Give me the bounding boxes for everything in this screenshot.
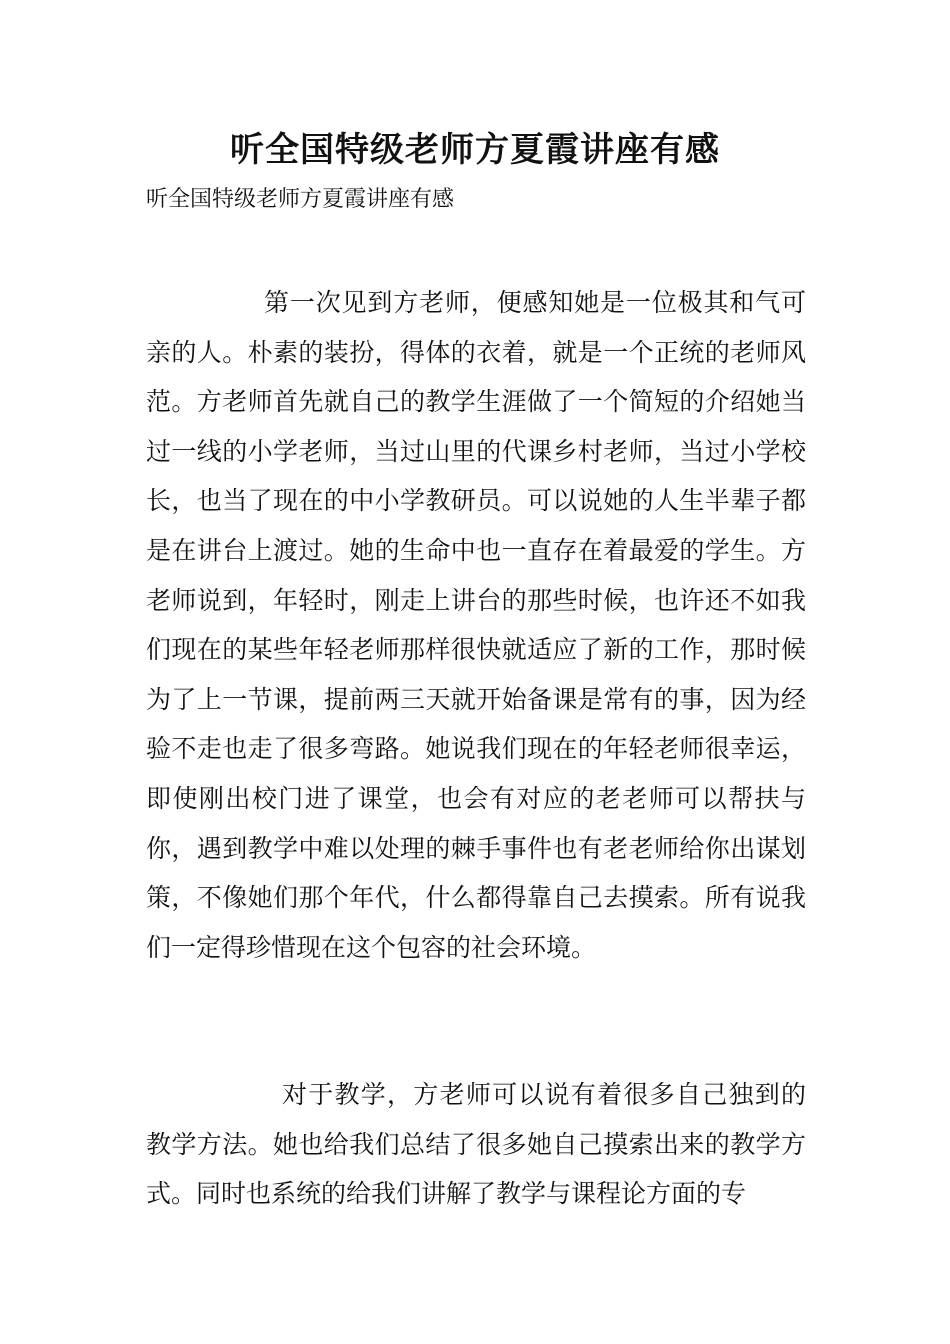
document-title: 听全国特级老师方夏霞讲座有感 — [230, 130, 720, 170]
paragraph-2: 对于教学，方老师可以说有着很多自己独到的教学方法。她也给我们总结了很多她自己摸索出来的教学方式。同时也系统的给我们讲解了教学与课程论方面的专 — [146, 1080, 806, 1209]
paragraph-1: 第一次见到方老师，便感知她是一位极其和气可亲的人。朴素的装扮，得体的衣着，就是一个正统的老师风范。方老师首先就自己的教学生涯做了一个简短的介绍她当过一线的小学老师，当过山里的代课乡村老师，当过小学校长，也当了现在的中小学教研员。可以说她的人生半辈子都是在讲台上渡过。她的生命中也一直存在着最爱的学生。方老师说到，年轻时，刚走上讲台的那些时候，也许还不如我们现在的某些年轻老师那样很快就适应了新的工作，那时候为了上一节课，提前两三天就开始备课是常有的事，因为经验不走也走了很多弯路。她说我们现在的年轻老师很幸运，即使刚出校门进了课堂，也会有对应的老老师可以帮扶与你，遇到教学中难以处理的棘手事件也有老老师给你出谋划策，不像她们那个年代，什么都得靠自己去摸索。所有说我们一定得珍惜现在这个包容的社会环境。 — [146, 288, 806, 962]
document-subtitle: 听全国特级老师方夏霞讲座有感 — [146, 187, 455, 212]
